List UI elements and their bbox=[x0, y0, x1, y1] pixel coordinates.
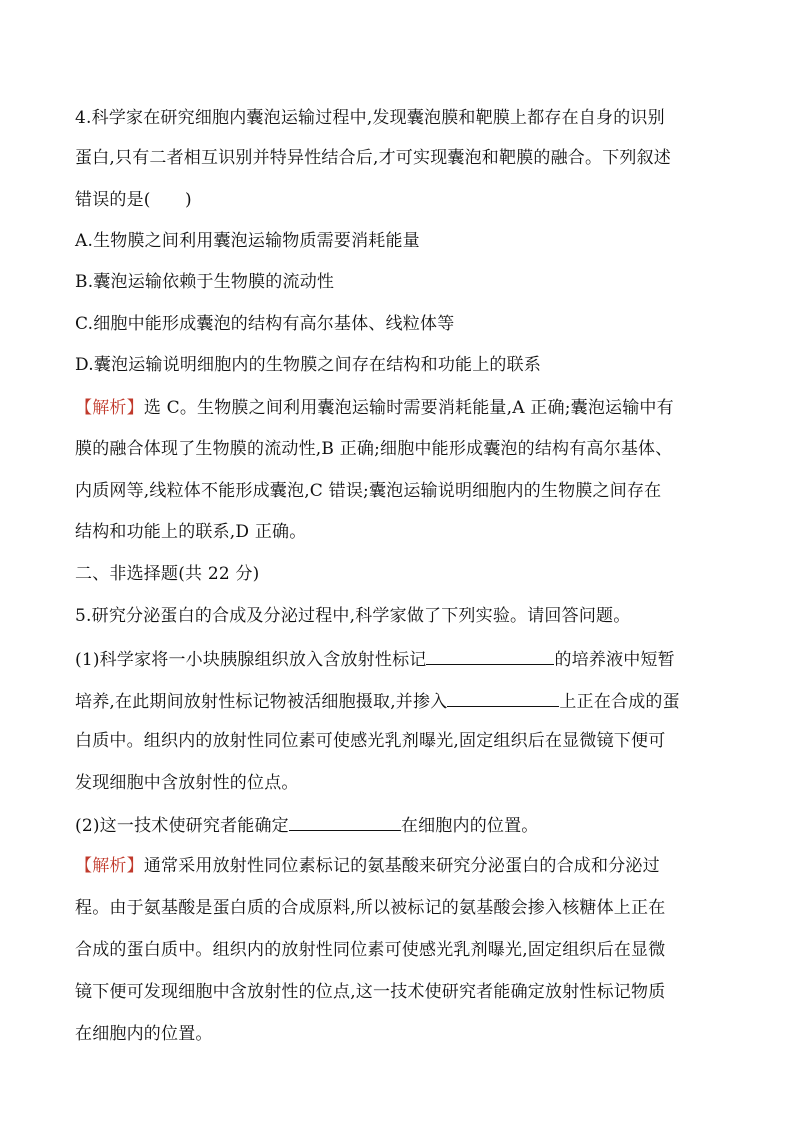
q5-part2-text-a: (2)这一技术使研究者能确定 bbox=[75, 816, 289, 836]
answer-blank-2[interactable] bbox=[447, 688, 559, 707]
answer-blank-1[interactable] bbox=[426, 646, 554, 665]
q5-part2-line bbox=[75, 812, 539, 838]
q4-stem-line-1: 4.科学家在研究细胞内囊泡运输过程中,发现囊泡膜和靶膜上都存在自身的识别 bbox=[75, 108, 665, 128]
q4-analysis-line-3: 内质网等,线粒体不能形成囊泡,C 错误;囊泡运输说明细胞内的生物膜之间存在 bbox=[75, 481, 662, 501]
q4-analysis-line-2: 膜的融合体现了生物膜的流动性,B 正确;细胞中能形成囊泡的结构有高尔基体、 bbox=[75, 439, 673, 459]
q5-analysis-line-3: 合成的蛋白质中。组织内的放射性同位素可使感光乳剂曝光,固定组织后在显微 bbox=[75, 940, 666, 960]
q5-part1-text-d: 上正在合成的蛋 bbox=[559, 692, 680, 712]
q4-analysis-text-1: 选 C。生物膜之间利用囊泡运输时需要消耗能量,A 正确;囊泡运输中有 bbox=[143, 398, 674, 418]
q5-part1-line-1 bbox=[75, 646, 675, 672]
q5-part1-line-4: 发现细胞中含放射性的位点。 bbox=[75, 773, 299, 793]
q4-analysis-line-1 bbox=[75, 396, 674, 420]
q5-part1-line-3: 白质中。组织内的放射性同位素可使感光乳剂曝光,固定组织后在显微镜下便可 bbox=[75, 731, 666, 751]
q5-part2-text-b: 在细胞内的位置。 bbox=[400, 816, 539, 836]
q5-analysis-line-4: 镜下便可发现细胞中含放射性的位点,这一技术使研究者能确定放射性标记物质 bbox=[75, 982, 666, 1002]
q4-analysis-line-4: 结构和功能上的联系,D 正确。 bbox=[75, 522, 307, 542]
q4-option-a: A.生物膜之间利用囊泡运输物质需要消耗能量 bbox=[75, 231, 420, 251]
section-heading: 二、非选择题(共 22 分) bbox=[75, 564, 260, 584]
q5-analysis-line-5: 在细胞内的位置。 bbox=[75, 1024, 213, 1044]
q4-option-d: D.囊泡运输说明细胞内的生物膜之间存在结构和功能上的联系 bbox=[75, 355, 542, 375]
q5-part1-line-2 bbox=[75, 688, 680, 714]
q5-analysis-line-1 bbox=[75, 854, 660, 878]
q5-stem: 5.研究分泌蛋白的合成及分泌过程中,科学家做了下列实验。请回答问题。 bbox=[75, 606, 631, 626]
answer-blank-3[interactable] bbox=[289, 812, 401, 831]
q5-part1-text-b: 的培养液中短暂 bbox=[554, 650, 675, 670]
q5-part1-text-a: (1)科学家将一小块胰腺组织放入含放射性标记 bbox=[75, 650, 427, 670]
q4-option-c: C.细胞中能形成囊泡的结构有高尔基体、线粒体等 bbox=[75, 314, 455, 334]
q4-analysis-tag: 【解析】 bbox=[75, 398, 144, 418]
q5-part1-text-c: 培养,在此期间放射性标记物被活细胞摄取,并掺入 bbox=[75, 692, 448, 712]
q5-analysis-line-2: 程。由于氨基酸是蛋白质的合成原料,所以被标记的氨基酸会掺入核糖体上正在 bbox=[75, 898, 666, 918]
q5-analysis-text-1: 通常采用放射性同位素标记的氨基酸来研究分泌蛋白的合成和分泌过 bbox=[143, 856, 660, 876]
q5-analysis-tag: 【解析】 bbox=[75, 856, 144, 876]
q4-option-b: B.囊泡运输依赖于生物膜的流动性 bbox=[75, 272, 335, 292]
q4-stem-line-2: 蛋白,只有二者相互识别并特异性结合后,才可实现囊泡和靶膜的融合。下列叙述 bbox=[75, 148, 672, 168]
q4-stem-line-3: 错误的是( ) bbox=[75, 190, 192, 210]
